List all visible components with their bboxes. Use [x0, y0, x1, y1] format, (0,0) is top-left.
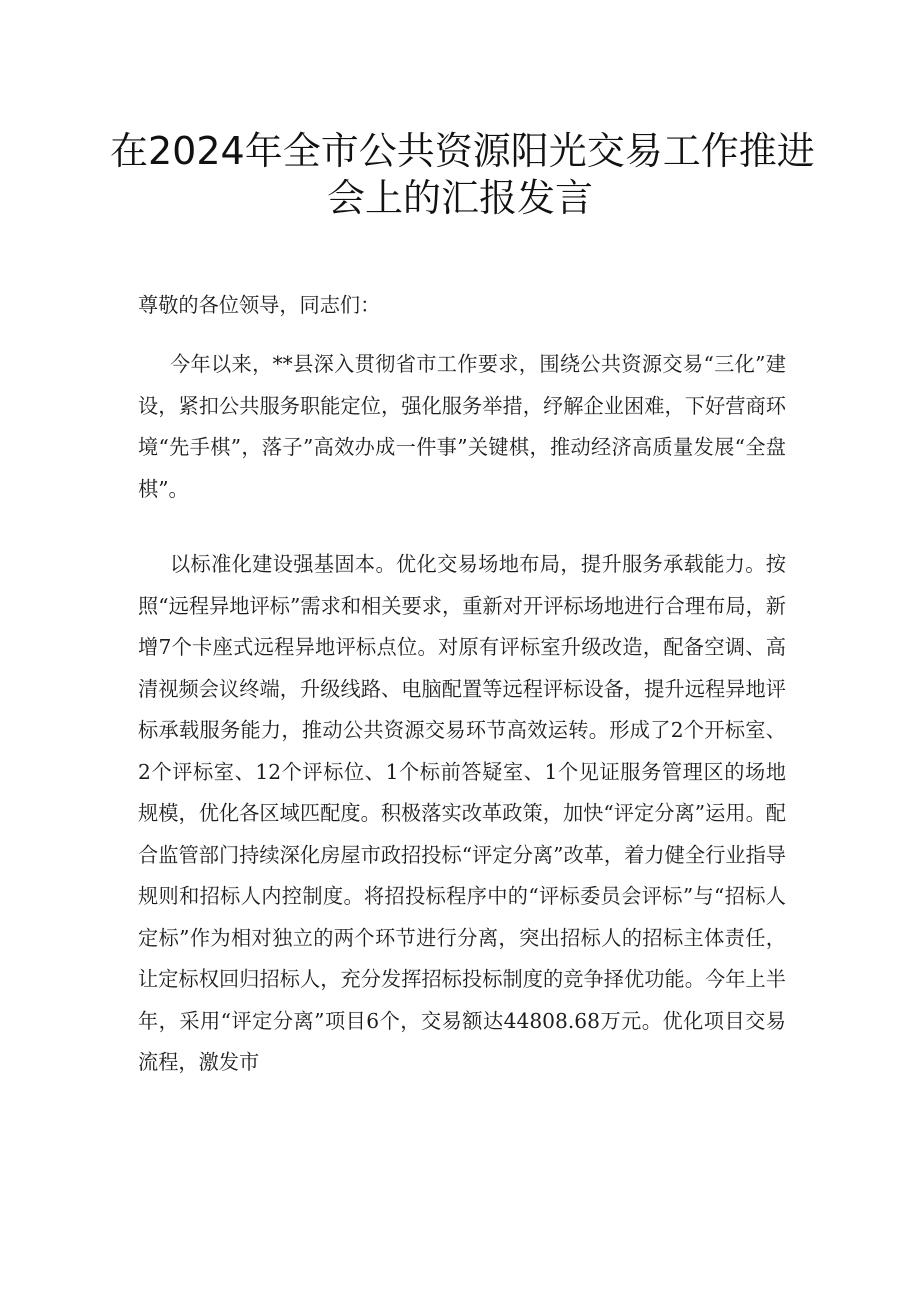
- title-line-1: 在2024年全市公共资源阳光交易工作推进: [110, 129, 815, 173]
- paragraph-standardization: 以标准化建设强基固本。优化交易场地布局，提升服务承载能力。按照“远程异地评标”需求和相关要求，重新对开评标场地进行合理布局，新增7个卡座式远程异地评标点位。对原有评标室升级改造，配备空调、高清视频会议终端，升级线路、电脑配置等远程评标设备，提升远程异地评标承载服务能力，推动公共资源交易环节高效运转。形成了2个开标室、2个评标室、12个评标位、1个标前答疑室、1个见证服务管理区的场地规模，优化各区域匹配度。积极落实改革政策，加快“评定分离”运用。配合监管部门持续深化房屋市政招投标“评定分离”改革，着力健全行业指导规则和招标人内控制度。将招投标程序中的“评标委员会评标”与“招标人定标”作为相对独立的两个环节进行分离，突出招标人的招标主体责任，让定标权回归招标人，充分发挥招标投标制度的竞争择优功能。今年上半年，采用“评定分离”项目6个，交易额达44808.68万元。优化项目交易流程，激发市: [138, 552, 786, 1074]
- paragraph-intro: 今年以来，**县深入贯彻省市工作要求，围绕公共资源交易“三化”建设，紧扣公共服务职能定位，强化服务举措，纾解企业困难，下好营商环境“先手棋”，落子”高效办成一件事”关键棋，推动经济高质量发展“全盘棋”。: [138, 352, 786, 501]
- title-line-2: 会上的汇报发言: [326, 176, 593, 220]
- salutation: 尊敬的各位领导，同志们：: [138, 293, 381, 317]
- document-title: [110, 128, 815, 222]
